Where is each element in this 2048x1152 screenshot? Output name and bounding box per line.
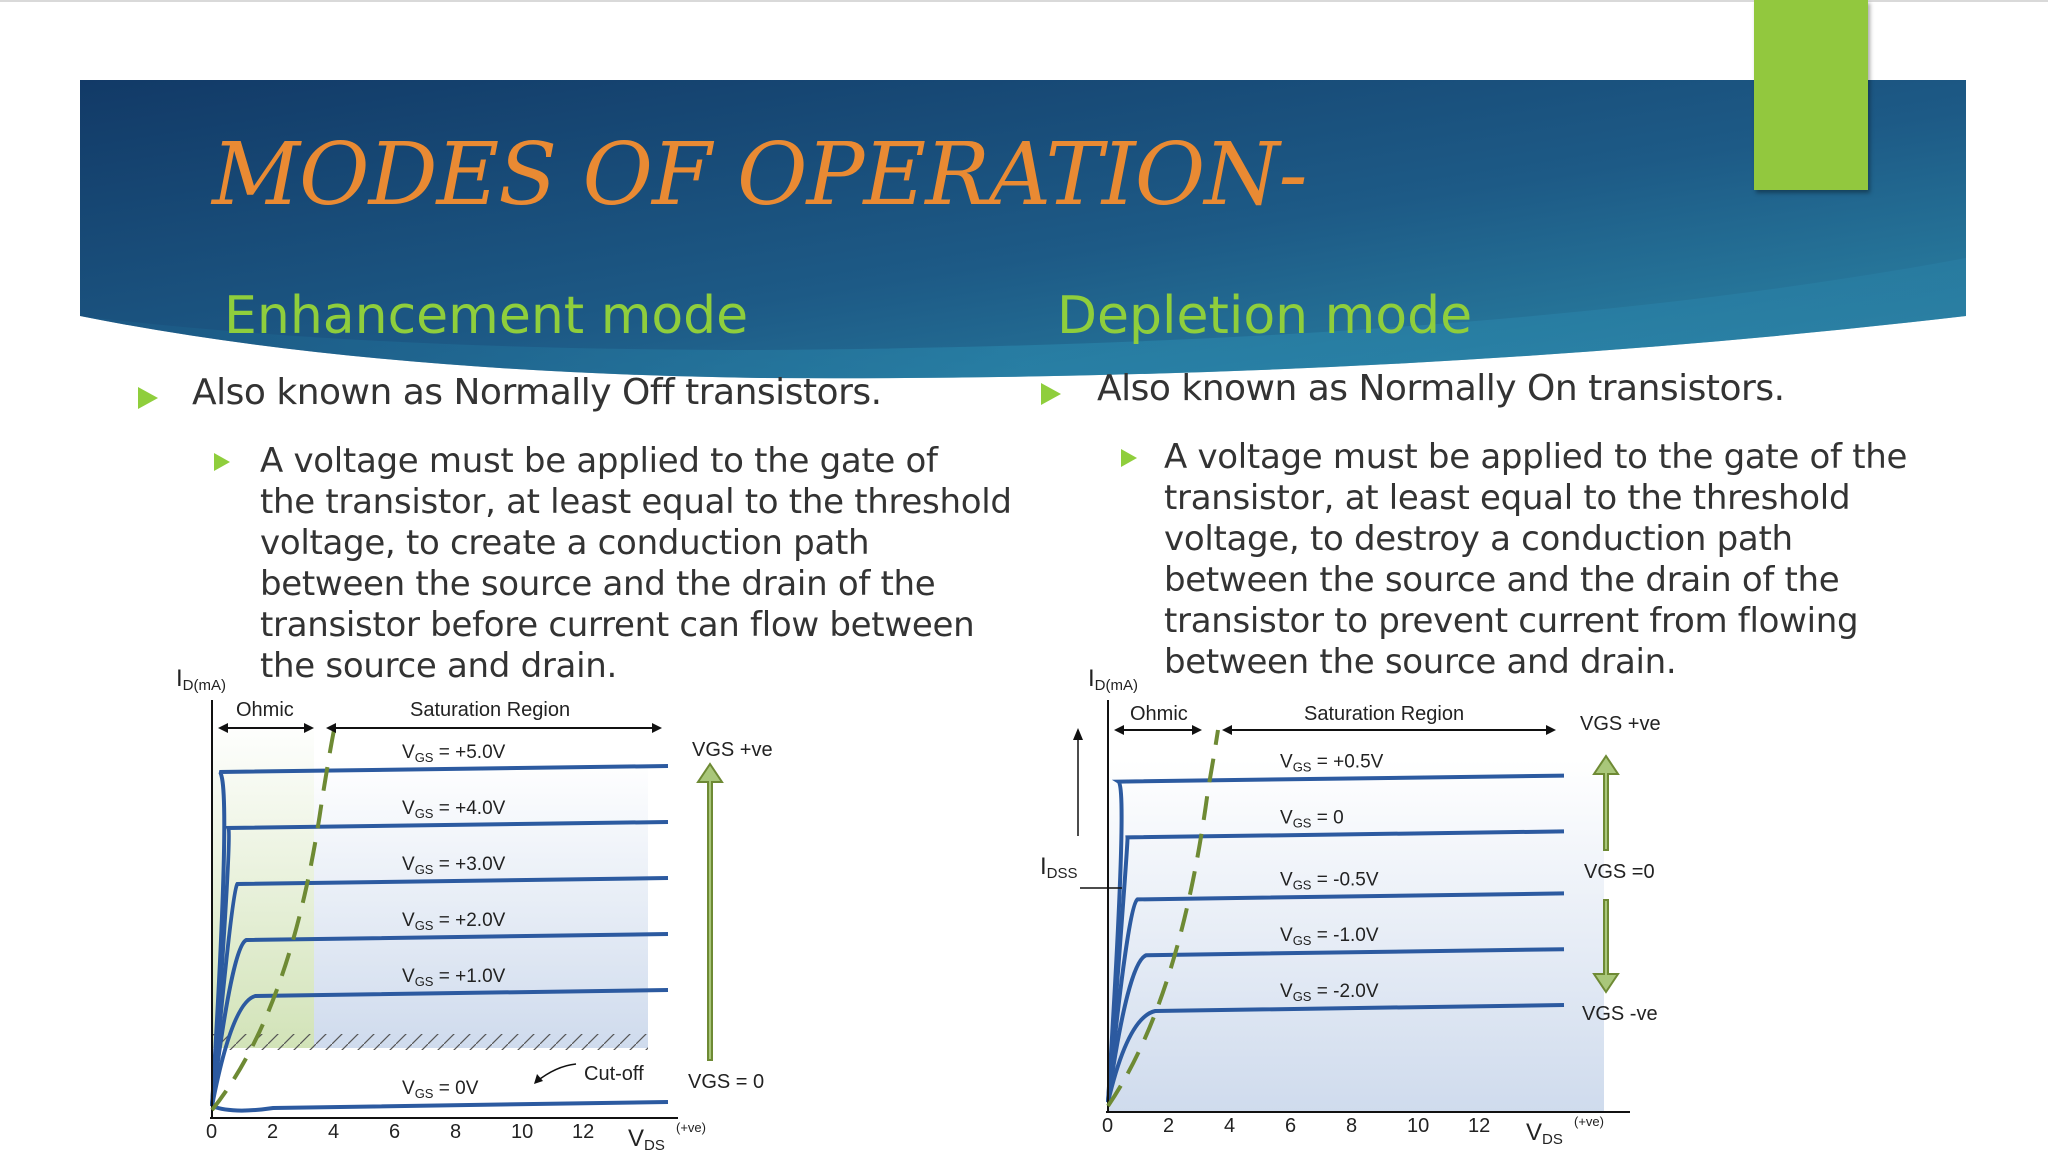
ohmic-label: Ohmic: [1130, 703, 1188, 725]
enhancement-bullet: Also known as Normally Off transistors.: [192, 372, 882, 413]
x-axis-label: VDS: [628, 1125, 665, 1152]
cutoff-label: Cut-off: [584, 1063, 644, 1085]
vgs-zero-label: VGS =0: [1584, 861, 1655, 883]
depletion-sub-bullet: A voltage must be applied to the gate of the transistor, at least equal to the threshold voltage, to destroy a conduction path between the source and the drain of the transistor to prevent current from flowing between the source and drain.: [1164, 437, 1908, 682]
depletion-graph: [1040, 660, 1680, 1152]
x-tick-label: 2: [1163, 1115, 1175, 1137]
vgs-positive-label: VGS +ve: [692, 739, 773, 761]
saturation-label: Saturation Region: [410, 699, 571, 721]
vgs-curve-label: $V_{GS} = 0$: [1280, 807, 1344, 831]
x-tick-label: 8: [1346, 1115, 1358, 1137]
vgs-curve-label: $V_{GS} = -1.0V$: [1280, 925, 1379, 949]
vgs-curve-label: $V_{GS} = +0.5V$: [1280, 751, 1384, 775]
x-tick-label: 8: [450, 1121, 462, 1143]
x-tick-label: 6: [389, 1121, 401, 1143]
x-axis-label: VDS: [1526, 1119, 1563, 1148]
vgs-curve-label: $V_{GS} = +4.0V$: [402, 798, 506, 821]
sub-bullet-arrow-icon: [214, 453, 230, 471]
ohmic-label: Ohmic: [236, 699, 294, 721]
x-tick-label: 4: [328, 1121, 340, 1143]
bullet-arrow-icon: [138, 387, 158, 409]
accent-tab: [1754, 0, 1868, 190]
depletion-bullet: Also known as Normally On transistors.: [1097, 368, 1785, 409]
x-tick-label: 10: [1407, 1115, 1430, 1137]
enhancement-sub-bullet: A voltage must be applied to the gate of the transistor, at least equal to the threshold voltage, to create a conduction path between the source and the drain of the transistor before current can flow between the source and drain.: [260, 441, 1012, 686]
x-tick-label: 0: [1102, 1115, 1114, 1137]
vgs-zero-label: VGS = 0: [688, 1071, 765, 1093]
x-tick-label: 2: [267, 1121, 279, 1143]
x-tick-label: 12: [1468, 1115, 1491, 1137]
x-axis-note: (+ve): [1574, 1114, 1604, 1129]
vgs-increase-arrow-icon: [698, 764, 722, 1060]
x-tick-label: 10: [511, 1121, 534, 1143]
slide-title: MODES OF OPERATION-: [212, 125, 1307, 225]
sub-bullet-arrow-icon: [1121, 449, 1137, 467]
top-border-line: [0, 0, 2048, 2]
vgs-curve-label: $V_{GS} = 0V$: [402, 1078, 479, 1101]
depletion-heading: Depletion mode: [1057, 286, 1473, 346]
x-axis-note: (+ve): [676, 1120, 706, 1135]
x-tick-label: 4: [1224, 1115, 1236, 1137]
x-tick-label: 12: [572, 1121, 595, 1143]
enhancement-graph: [172, 660, 792, 1152]
vgs-negative-label: VGS -ve: [1582, 1003, 1658, 1025]
x-tick-label: 6: [1285, 1115, 1297, 1137]
y-axis-label: ID(mA): [1088, 665, 1138, 694]
x-tick-label: 0: [206, 1121, 218, 1143]
enhancement-heading: Enhancement mode: [224, 286, 749, 346]
vgs-curve: [212, 1102, 668, 1111]
vgs-curve-label: $V_{GS} = +3.0V$: [402, 854, 506, 877]
vgs-curve-label: $V_{GS} = -0.5V$: [1280, 869, 1379, 893]
saturation-label: Saturation Region: [1304, 703, 1465, 725]
vgs-curve-label: $V_{GS} = +5.0V$: [402, 742, 506, 765]
idss-label: IDSS: [1040, 853, 1078, 882]
vgs-curve-label: $V_{GS} = +1.0V$: [402, 966, 506, 989]
vgs-positive-label: VGS +ve: [1580, 713, 1661, 735]
y-axis-label: ID(mA): [176, 665, 226, 694]
bullet-arrow-icon: [1041, 383, 1061, 405]
vgs-curve-label: $V_{GS} = -2.0V$: [1280, 981, 1379, 1004]
cutoff-hatch: [212, 1034, 648, 1050]
vgs-curve-label: $V_{GS} = +2.0V$: [402, 910, 506, 933]
